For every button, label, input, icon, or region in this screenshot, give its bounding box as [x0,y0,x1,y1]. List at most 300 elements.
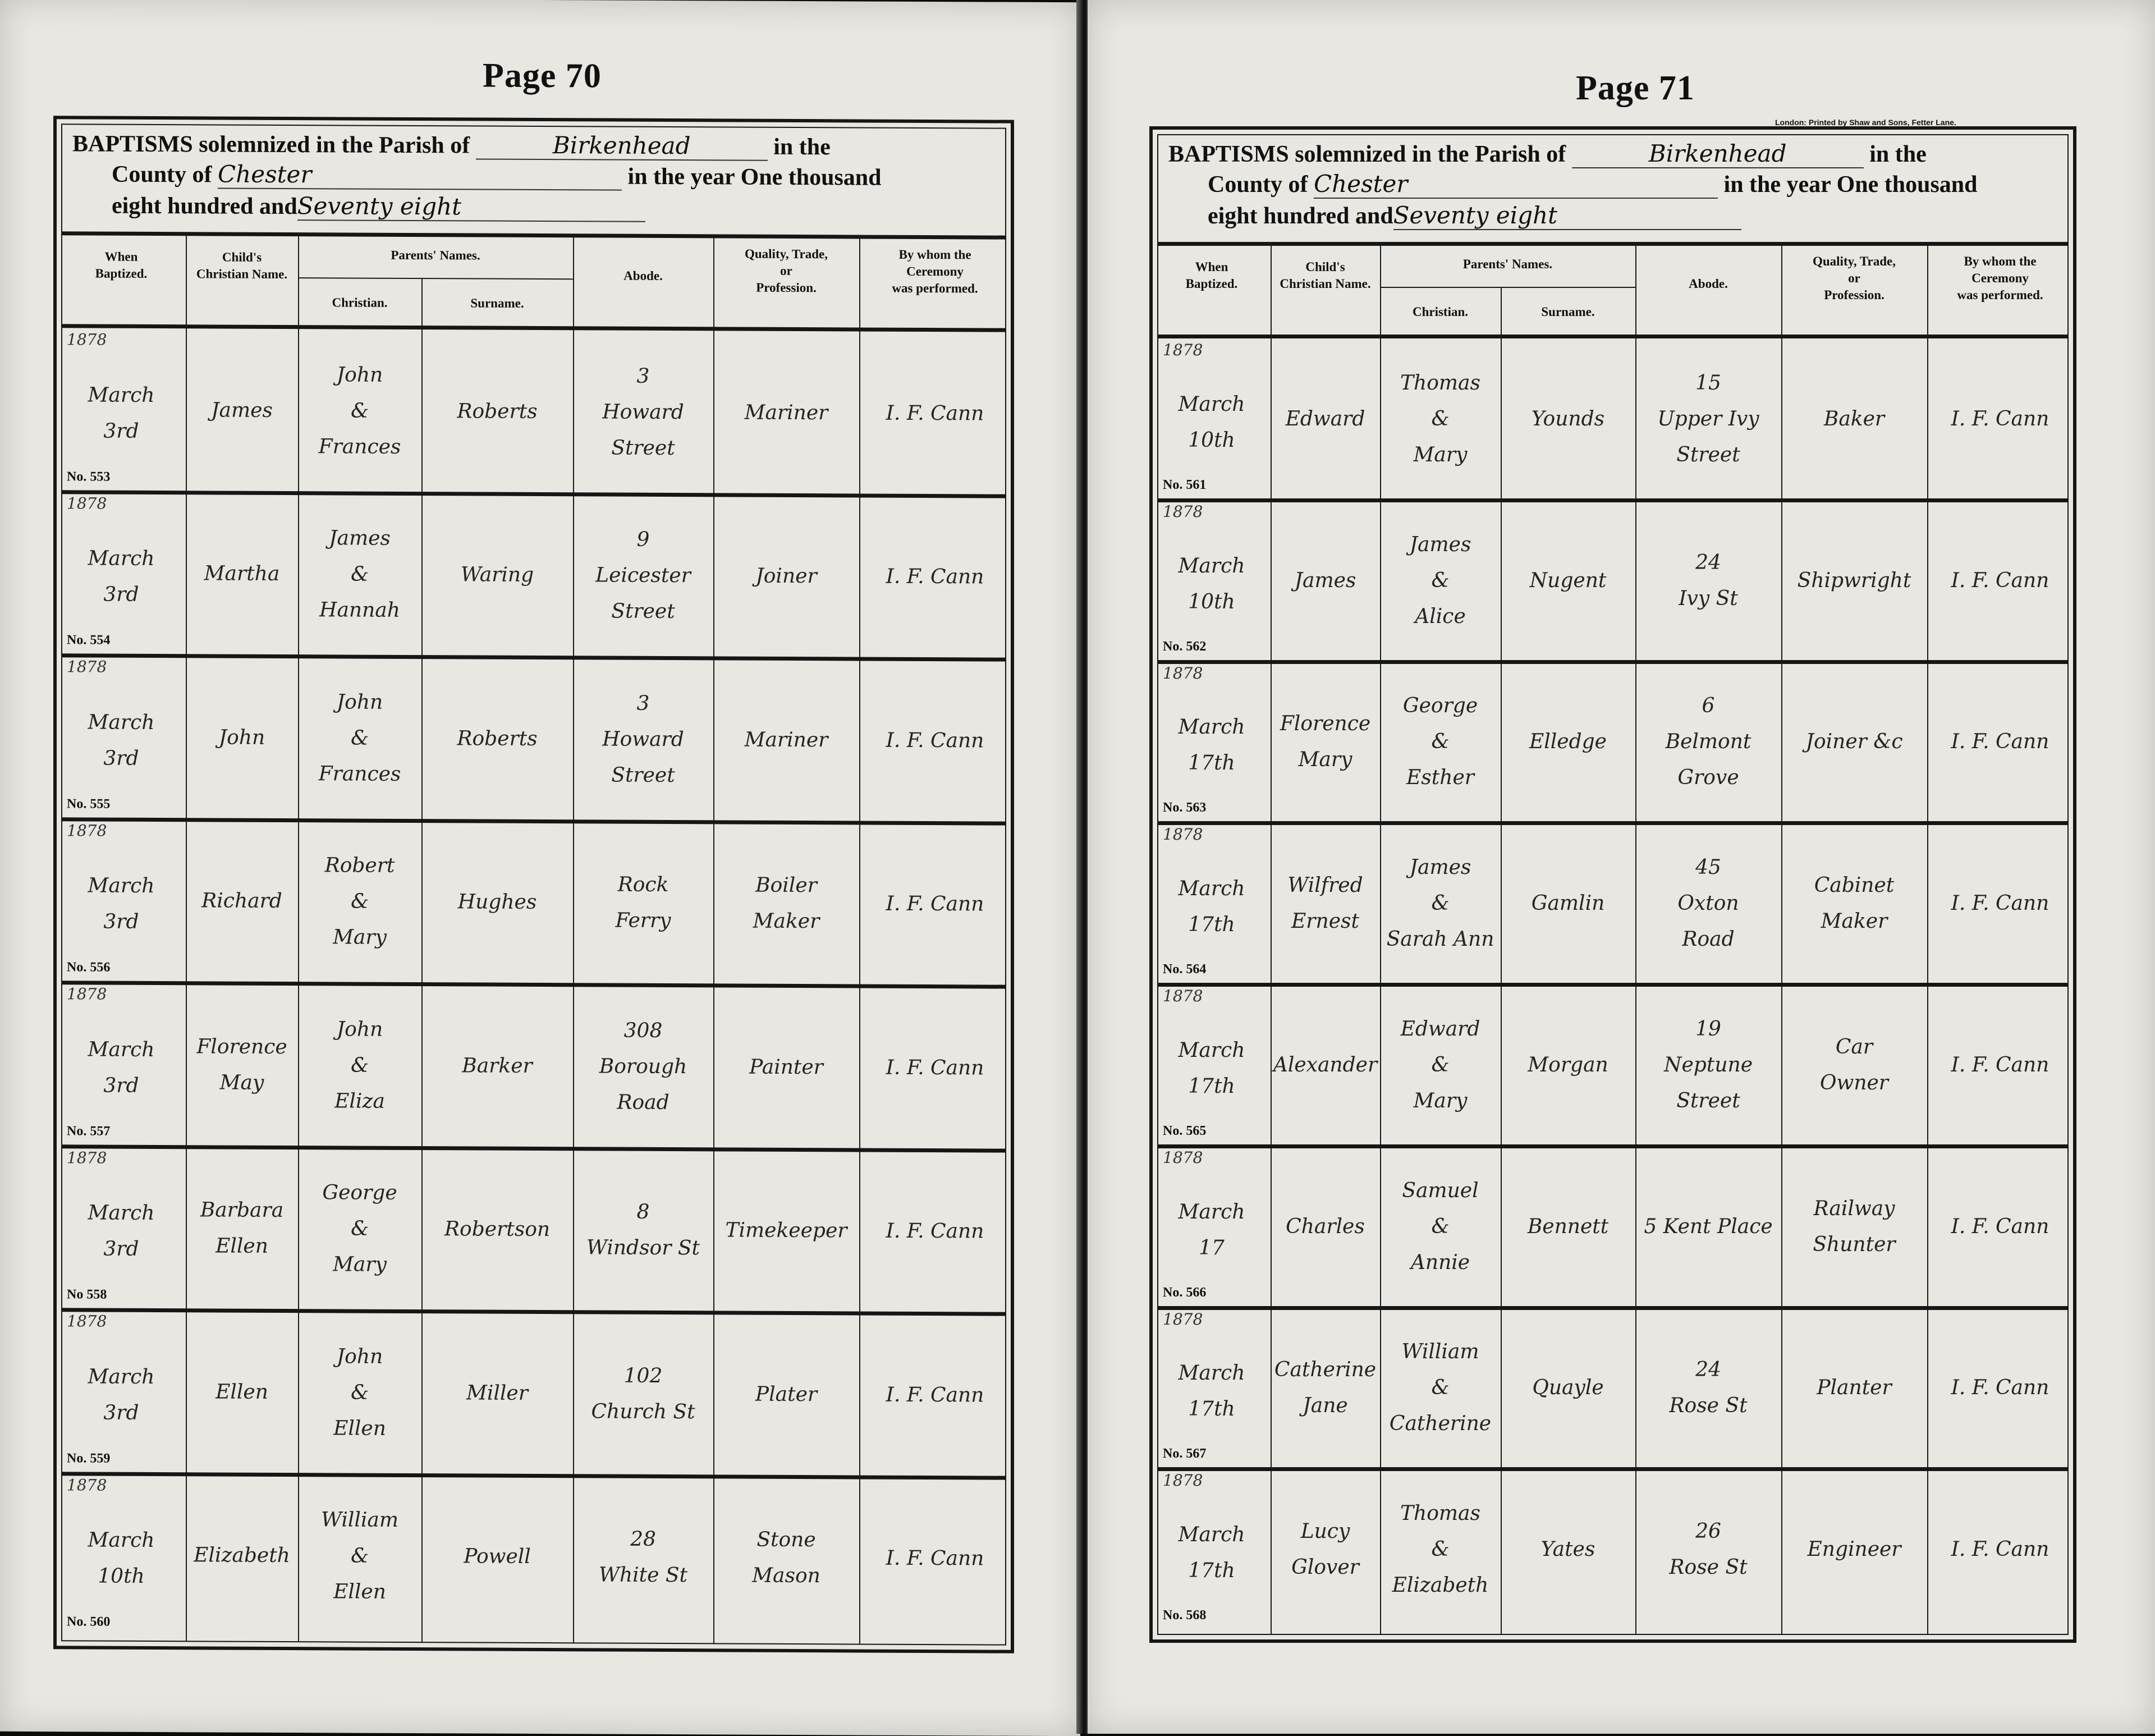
parents-christian [1382,688,1498,796]
col-header-child-text: Child's [1305,260,1345,274]
parents-christian-line: & [350,1217,369,1240]
col-header-when-text: When [1195,260,1228,274]
col-header-abode [1635,276,1781,292]
col-header-quality-text: or [1848,271,1860,285]
parents-surname-line: Miller [466,1381,528,1405]
col-header-quality-text: Profession. [1824,288,1885,302]
header-text: County of [1208,172,1314,198]
abode [575,867,711,940]
parents-surname-line: Quayle [1532,1376,1604,1400]
entry-number: No. 555 [67,796,111,812]
parents-christian-line: James [1409,856,1471,880]
parents-christian-line: Elizabeth [1392,1574,1489,1597]
col-header-by-whom [859,246,1011,297]
entry-year: 1878 [1163,341,1203,359]
col-header-child-text: Child's [222,250,262,264]
profession-line: Painter [749,1055,823,1079]
parents-christian [1382,1011,1498,1119]
when-baptized-line: March [88,711,155,734]
entry-number: No. 560 [67,1614,111,1629]
parents-christian-line: & [1431,892,1450,915]
parents-surname [1503,886,1633,922]
col-header-surname [421,295,573,312]
col-header-quality [1781,253,1927,304]
header-text: in the year One thousand [622,163,882,191]
officiant [861,1541,1008,1577]
when-baptized-line: 17th [1188,1559,1235,1583]
abode-line: 24 [1695,551,1721,574]
parents-surname [1503,401,1633,437]
abode-line: Street [611,436,675,460]
entry-year: 1878 [1163,1309,1203,1329]
col-header-quality-text: Quality, Trade, [1812,254,1896,268]
abode-line: Rose St [1669,1556,1748,1579]
child-name [188,1374,296,1410]
when-baptized [1155,871,1268,943]
officiant-line: I. F. Cann [886,401,984,425]
col-header-christian-text: Christian. [1412,305,1469,319]
abode [575,685,711,794]
abode-line: 24 [1695,1358,1721,1382]
col-header-when-text: Baptized. [95,266,148,281]
officiant [1929,886,2071,922]
parents-surname-line: Waring [460,563,534,587]
col-header-quality-text: Quality, Trade, [744,246,828,262]
child-name-line: John [218,726,265,749]
when-baptized-line: 17th [1188,1398,1235,1421]
child-name-line: James [1294,569,1356,592]
header-line-3 [112,191,645,222]
col-header-parents [1380,256,1635,273]
col-header-quality-text: Profession. [756,280,817,295]
column-rule [1927,242,1928,1635]
parents-christian-line: Samuel [1402,1179,1479,1202]
when-baptized [1155,1033,1268,1105]
header-text: in the [1863,141,1927,167]
col-header-parents-text: Parents' Names. [391,248,480,263]
parents-christian-line: & [1431,569,1450,592]
officiant-line: I. F. Cann [1951,1215,2049,1238]
child-name [188,1193,296,1265]
col-header-christian-text: Christian. [332,295,388,310]
child-name-line: Edward [1285,407,1365,430]
parents-christian [300,1175,419,1283]
parents-christian-line: Ellen [333,1580,386,1604]
child-name-line: Florence [196,1035,287,1059]
entry-number: No. 563 [1163,800,1207,816]
profession [1783,401,1925,437]
abode-line: White St [598,1563,688,1587]
entry-year: 1878 [1163,987,1203,1005]
when-baptized [1155,1517,1268,1589]
entry-number: No. 561 [1163,477,1207,492]
parents-subrule [1380,287,1635,288]
parents-christian-line: Mary [1413,1089,1468,1112]
child-name [188,1538,296,1574]
entry-number: No. 557 [67,1123,111,1139]
col-header-by-whom-text: By whom the [898,247,971,262]
when-baptized-line: 17th [1188,752,1235,775]
header-text: BAPTISMS solemnized in the Parish of [1168,141,1572,167]
page-number: Page 71 [1576,69,1695,107]
parents-surname-line: Hughes [457,890,537,914]
child-name-line: Lucy [1300,1520,1350,1543]
entry-number: No. 566 [1163,1285,1207,1300]
abode-line: Street [1676,1089,1740,1112]
child-name-line: Elizabeth [194,1543,290,1568]
profession-line: Stone [756,1528,816,1552]
parents-surname [1503,1209,1633,1245]
header-rule [1157,242,2069,246]
when-baptized-line: March [1178,716,1245,739]
child-name-line: Jane [1303,1394,1348,1418]
parents-christian [1382,850,1498,958]
when-baptized-line: March [88,874,155,898]
when-baptized-line: March [88,383,155,407]
when-baptized [1155,387,1268,459]
parents-christian-line: Esther [1406,766,1474,790]
parents-surname [1503,1370,1633,1406]
parents-christian-line: & [350,1053,369,1077]
when-baptized-line: 3rd [103,1237,139,1261]
entry-number: No. 562 [1163,639,1207,654]
profession [716,1522,857,1595]
when-baptized-line: 3rd [103,583,139,607]
entry-rule [1157,983,2069,987]
abode-line: Windsor St [586,1236,700,1260]
abode-line: 28 [630,1527,656,1551]
profession-line: Maker [753,909,820,933]
parents-christian-line: & [350,726,369,750]
profession [716,722,857,758]
entry-rule [1157,1306,2069,1310]
abode-line: Howard [602,727,684,751]
parents-surname-line: Elledge [1529,730,1607,754]
when-baptized-line: 3rd [103,746,139,770]
abode-line: 102 [623,1364,663,1387]
parents-surname [1503,1532,1633,1568]
officiant-line: I. F. Cann [1951,569,2049,592]
parents-christian-line: & [1431,1538,1450,1561]
entry-year: 1878 [1163,502,1203,521]
parents-christian [300,848,419,956]
when-baptized-line: 17th [1188,913,1235,937]
year-in-words: Seventy eight [1393,201,1741,230]
when-baptized-line: March [88,547,155,571]
parents-surname-line: Gamlin [1531,892,1605,915]
when-baptized-line: March [1178,877,1245,901]
parents-surname-line: Roberts [457,727,538,750]
abode-line: 3 [636,691,650,715]
col-header-abode [573,267,713,285]
parents-christian [1382,1334,1498,1442]
abode-line: Howard [602,400,684,424]
abode-line: Ivy St [1679,587,1738,610]
parents-christian-line: Catherine [1389,1412,1492,1436]
header-text: eight hundred and [1208,203,1393,229]
child-name [1273,401,1378,437]
parents-christian-line: Hannah [319,598,400,622]
officiant-line: I. F. Cann [1951,1053,2049,1077]
abode-line: Oxton [1677,892,1739,915]
abode-line: 15 [1695,371,1721,395]
parents-christian-line: & [1431,1053,1450,1077]
when-baptized [59,541,184,613]
column-rule [1635,242,1636,1635]
profession-line: Shipwright [1797,569,1911,592]
entry-rule [1157,821,2069,825]
parents-christian-line: Thomas [1400,1502,1480,1526]
parents-surname [424,557,571,593]
abode [1638,1352,1779,1424]
parents-christian [300,684,419,793]
officiant [861,722,1008,759]
header-text: in the [767,134,831,161]
register-frame [53,116,1014,1653]
entry-number: No. 564 [1163,962,1207,977]
parents-christian-line: John [336,1018,383,1041]
entry-year: 1878 [67,1148,107,1167]
when-baptized-line: 17 [1199,1236,1225,1259]
parents-christian-line: & [1431,1215,1450,1238]
parents-christian [1382,527,1498,635]
parents-christian [1382,365,1498,473]
abode-line: Belmont [1665,730,1751,754]
abode-line: 3 [636,364,650,388]
profession-line: Boiler [755,873,817,897]
header-line-2 [1208,170,1978,199]
profession-line: Engineer [1807,1538,1901,1561]
abode-line: 19 [1695,1017,1721,1041]
abode [575,1522,711,1594]
col-header-surname-text: Surname. [1541,305,1595,319]
child-name-line: Ellen [216,1380,268,1404]
parents-surname [424,393,571,430]
abode [1638,1011,1779,1119]
when-baptized-line: March [1178,392,1245,416]
parents-christian-line: Edward [1400,1017,1480,1041]
entry-year: 1878 [1163,1148,1203,1167]
register-page-right [1088,0,2155,1734]
officiant [1929,724,2071,760]
parents-christian [300,357,419,465]
when-baptized-line: March [1178,1523,1245,1547]
parents-christian-line: Alice [1415,604,1466,628]
parents-christian-line: Mary [333,926,387,950]
col-header-child-text: Christian Name. [1280,277,1371,291]
parents-christian-line: George [1402,694,1478,718]
parents-christian [300,520,419,629]
header-text: County of [112,161,218,188]
when-baptized-line: 10th [1188,590,1235,613]
when-baptized-line: 3rd [103,1074,139,1097]
register-frame [1149,126,2076,1643]
col-header-christian [1380,304,1501,320]
when-baptized [1155,1194,1268,1266]
entry-rule [1157,1467,2069,1471]
officiant-line: I. F. Cann [886,1546,984,1570]
child-name [1273,706,1378,778]
parish-name: Birkenhead [1572,140,1864,168]
parents-christian-line: Annie [1410,1251,1470,1274]
column-rule [1781,242,1782,1635]
parents-christian-line: Frances [318,435,401,459]
child-name [1273,1352,1378,1424]
entry-rule [1157,660,2069,664]
parents-christian-line: Eliza [334,1089,385,1113]
officiant [1929,1370,2071,1406]
parents-surname [424,1538,571,1575]
col-header-when [57,248,186,282]
when-baptized-line: 3rd [103,910,139,934]
abode-line: Upper Ivy [1657,407,1759,430]
parents-christian-line: Thomas [1400,371,1480,395]
abode-line: Borough [599,1055,687,1078]
parents-christian-line: Mary [333,1253,387,1277]
officiant-line: I. F. Cann [886,565,984,589]
parents-christian-line: & [1431,407,1450,430]
child-name-line: Catherine [1274,1358,1377,1382]
parents-christian-line: & [350,890,369,913]
abode-line: Church St [591,1400,695,1423]
parents-christian [300,1011,419,1120]
header-text: BAPTISMS solemnized in the Parish of [72,131,476,159]
col-header-child-text: Christian Name. [196,267,288,282]
profession-line: Mariner [744,728,828,752]
when-baptized-line: 17th [1188,1074,1235,1098]
child-name-line: Mary [1298,748,1352,772]
when-baptized [59,868,184,941]
profession [1783,1029,1925,1101]
entry-year: 1878 [67,657,107,676]
col-header-parents-text: Parents' Names. [1462,257,1553,271]
parents-christian-line: & [350,399,369,423]
parents-christian-line: George [322,1181,397,1205]
col-header-quality-text: or [780,263,792,278]
officiant-line: I. F. Cann [886,1056,984,1080]
officiant [861,886,1008,923]
profession [1783,868,1925,940]
child-name-line: Alexander [1273,1053,1378,1077]
parents-surname [1503,724,1633,760]
officiant-line: I. F. Cann [1951,892,2049,915]
when-baptized-line: March [1178,1362,1245,1385]
parents-surname-line: Younds [1531,407,1605,430]
parents-surname-line: Yates [1540,1538,1595,1561]
officiant-line: I. F. Cann [1951,407,2049,430]
profession-line: Maker [1821,910,1888,933]
parents-surname-line: Robertson [444,1217,551,1242]
entry-year: 1878 [1163,663,1203,683]
parents-surname-line: Roberts [457,400,538,423]
profession-line: Mariner [744,401,828,424]
header-line-1 [72,129,831,161]
abode [575,1013,711,1121]
col-header-quality [713,245,859,296]
profession [716,558,857,595]
header-line-1 [1168,140,1927,168]
abode-line: Ferry [615,909,671,933]
profession [716,395,857,431]
page-number: Page 70 [483,56,602,95]
when-baptized-line: 3rd [103,1401,139,1424]
entry-number: No 558 [67,1287,107,1302]
officiant [861,1213,1008,1250]
when-baptized-line: March [88,1201,155,1225]
entry-year: 1878 [1163,825,1203,844]
when-baptized-line: 10th [1188,428,1235,452]
parents-surname-line: Bennett [1527,1215,1609,1238]
printer-imprint: London: Printed by Shaw and Sons, Fetter Lane. [1775,118,1956,127]
abode-line: 5 Kent Place [1644,1215,1773,1238]
when-baptized [59,1523,184,1595]
abode-line: Leicester [595,564,691,588]
parents-surname-line: Barker [462,1054,533,1078]
when-baptized-line: 10th [98,1564,145,1588]
entry-year: 1878 [67,1475,107,1495]
parents-christian [300,1339,419,1447]
parents-christian-line: James [1409,533,1471,556]
abode [575,522,711,630]
parents-christian-line: William [1401,1340,1479,1364]
child-name-line: Ernest [1291,910,1359,933]
when-baptized-line: 3rd [103,419,139,443]
profession-line: Car [1835,1035,1873,1059]
child-name [1273,1514,1378,1586]
abode-line: 9 [636,528,650,552]
parents-surname-line: Nugent [1529,569,1607,592]
abode-line: Road [617,1091,670,1114]
entry-year: 1878 [67,984,107,1004]
parents-christian-line: Robert [324,854,395,878]
parents-christian-line: William [320,1508,399,1532]
profession-line: Joiner [755,564,817,588]
parish-name: Birkenhead [476,131,768,161]
header-text: eight hundred and [112,193,297,220]
profession-line: Plater [755,1382,818,1406]
col-header-by-whom-text: was performed. [892,281,978,296]
when-baptized [59,1195,184,1268]
child-name [1273,868,1378,940]
col-header-parents [298,246,573,264]
officiant-line: I. F. Cann [886,892,984,916]
column-rule [1501,287,1502,1635]
when-baptized [59,377,184,450]
parents-christian-line: John [336,690,383,714]
officiant [861,395,1008,432]
col-header-surname [1501,304,1635,320]
child-name [1273,1209,1378,1245]
officiant [861,1377,1008,1413]
profession-line: Shunter [1813,1233,1896,1256]
parents-christian [1382,1496,1498,1604]
parents-surname [1503,1047,1633,1083]
parents-christian-line: & [1431,730,1450,754]
parents-surname-line: Morgan [1528,1053,1608,1077]
col-header-when-text: Baptized. [1185,277,1238,291]
child-name-line: Florence [1280,712,1371,736]
profession-line: Planter [1817,1376,1892,1400]
child-name-line: Richard [201,889,282,913]
parents-christian-line: & [350,1381,369,1404]
officiant-line: I. F. Cann [1951,730,2049,754]
officiant [1929,1532,2071,1568]
col-header-surname-text: Surname. [470,296,524,310]
col-header-when [1153,259,1271,292]
when-baptized [1155,1355,1268,1427]
parents-christian-line: Sarah Ann [1386,928,1494,951]
when-baptized-line: March [88,1528,155,1552]
